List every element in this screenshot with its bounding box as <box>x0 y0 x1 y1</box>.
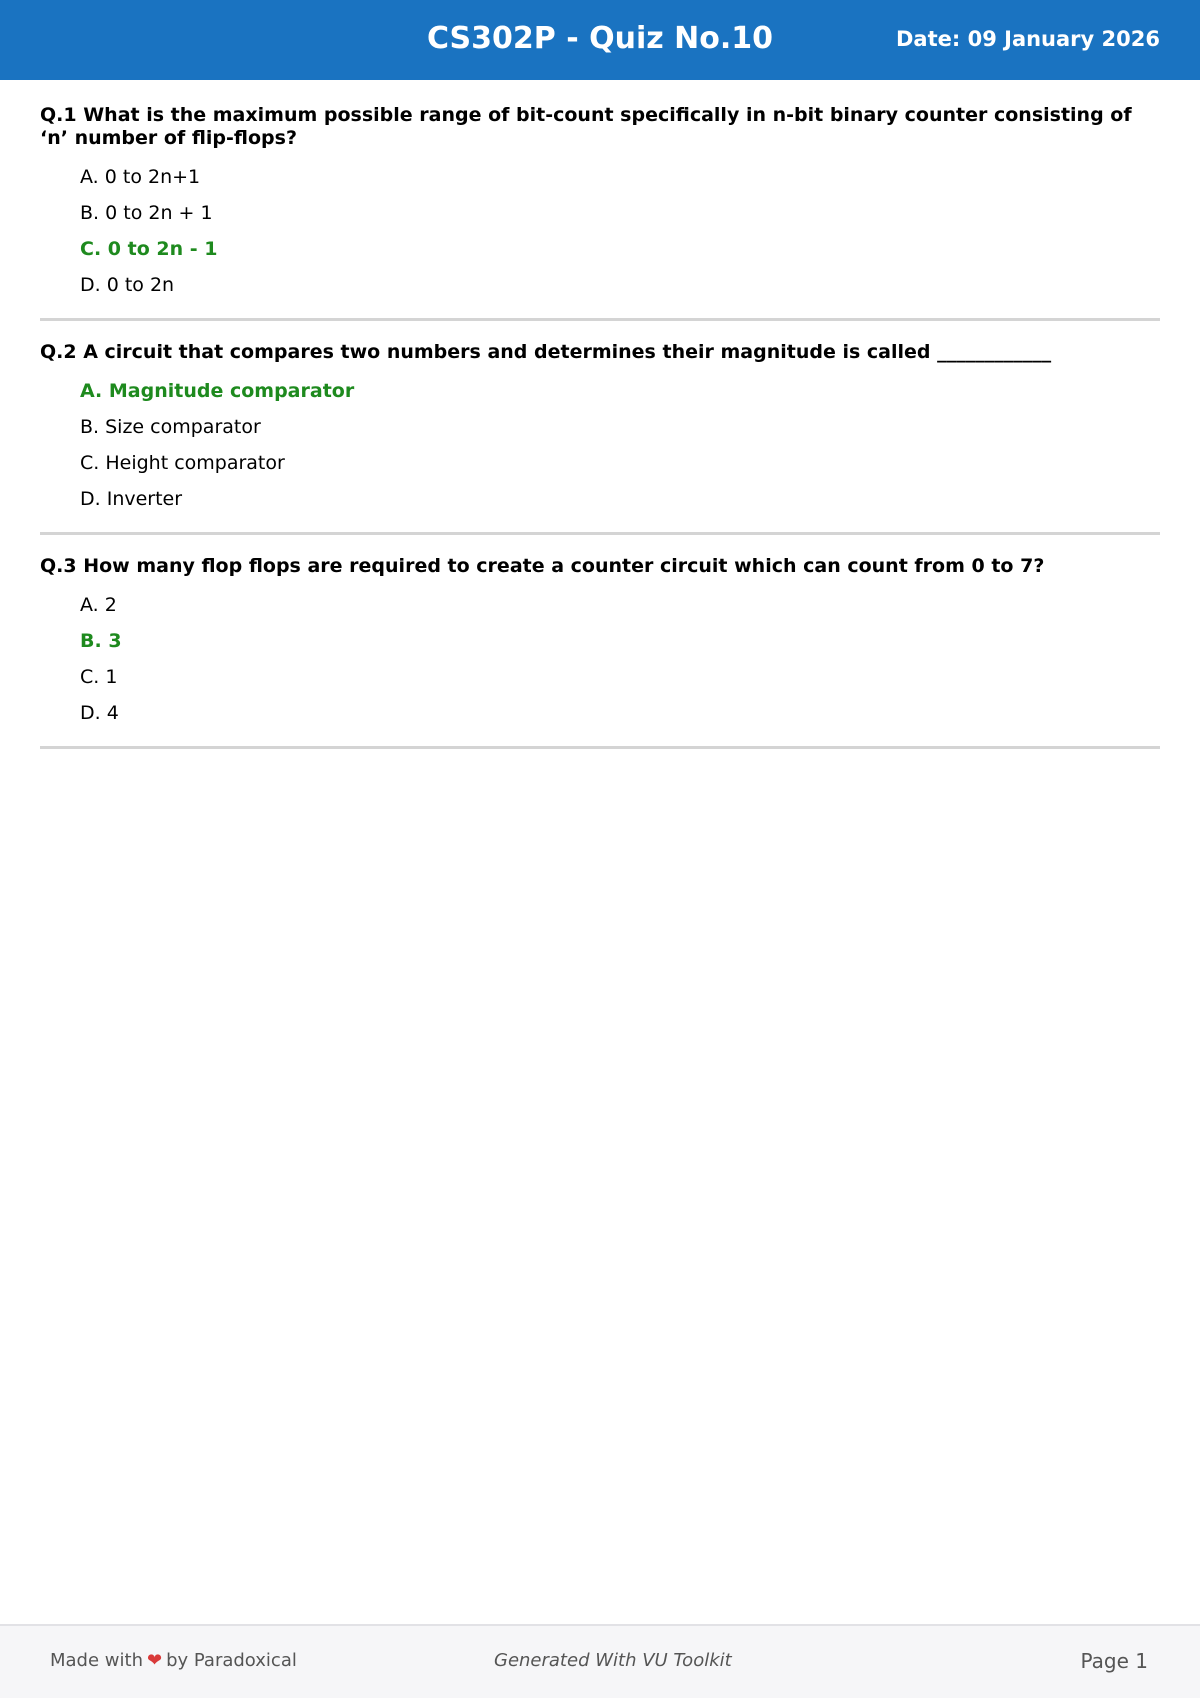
question-text: Q.1 What is the maximum possible range of bit-count specifically in n-bit binary counter consisting of ‘n’ number of flip-flops? <box>40 104 1132 149</box>
quiz-title: CS302P - Quiz No.10 <box>426 21 774 56</box>
option-b-correct: B. 3 <box>80 630 122 652</box>
option-b: B. Size comparator <box>80 416 261 438</box>
credits <box>50 1626 297 1696</box>
option-a: A. 2 <box>80 594 117 616</box>
generator-note: Generated With VU Toolkit <box>494 1650 732 1671</box>
page-footer <box>0 1624 1200 1698</box>
question-text: Q.2 A circuit that compares two numbers and determines their magnitude is called ____________ <box>40 341 1052 363</box>
option-d: D. Inverter <box>80 488 183 510</box>
option-a-correct: A. Magnitude comparator <box>80 380 355 402</box>
question-1 <box>40 104 1160 321</box>
page-header <box>0 0 1200 80</box>
question-text: Q.3 How many flop flops are required to create a counter circuit which can count from 0 to 7? <box>40 555 1045 577</box>
option-d: D. 0 to 2n <box>80 274 175 296</box>
option-c-correct: C. 0 to 2n - 1 <box>80 238 218 260</box>
quiz-content <box>40 104 1160 769</box>
option-a: A. 0 to 2n+1 <box>80 166 201 188</box>
option-c: C. Height comparator <box>80 452 285 474</box>
option-b: B. 0 to 2n + 1 <box>80 202 213 224</box>
option-d: D. 4 <box>80 702 119 724</box>
quiz-date: Date: 09 January 2026 <box>896 27 1160 51</box>
option-c: C. 1 <box>80 666 118 688</box>
author-text: by Paradoxical <box>166 1650 297 1671</box>
page-number: Page 1 <box>1080 1649 1148 1673</box>
heart-icon: ❤ <box>146 1650 163 1671</box>
question-2 <box>40 341 1160 535</box>
made-with-text: Made with <box>50 1650 143 1671</box>
question-3 <box>40 555 1160 749</box>
